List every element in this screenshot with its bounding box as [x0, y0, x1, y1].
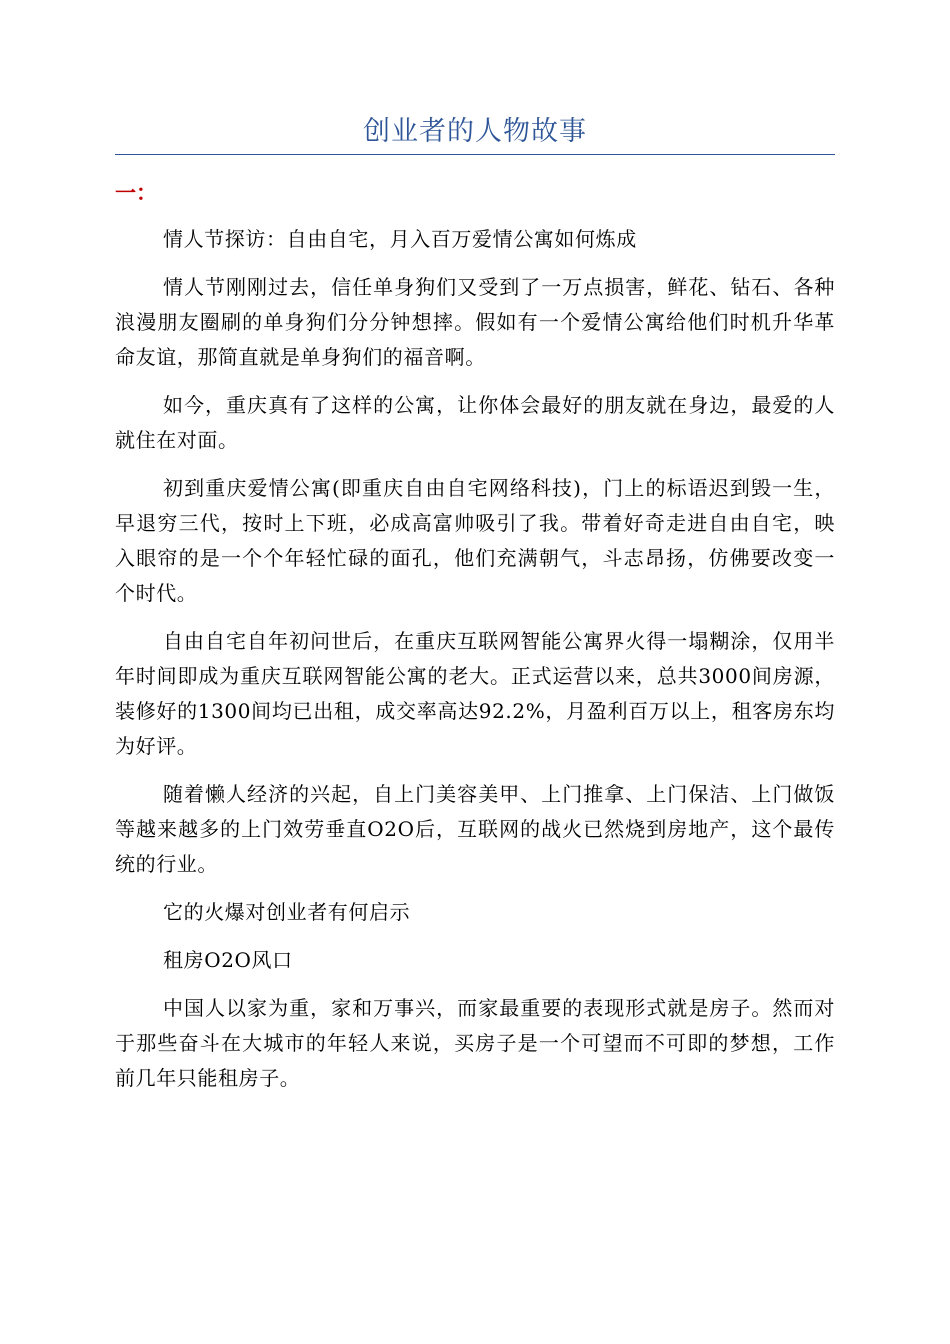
paragraph: 情人节探访：自由自宅，月入百万爱情公寓如何炼成	[163, 227, 637, 251]
paragraph: 初到重庆爱情公寓(即重庆自由自宅网络科技)，门上的标语迟到毁一生，早退穷三代，按时上下班，必成高富帅吸引了我。带着好奇走进自由自宅，映入眼帘的是一个个年轻忙碌的面孔，他们充满朝气，斗志昂扬，仿佛要改变一个时代。	[115, 476, 835, 605]
paragraph: 它的火爆对创业者有何启示	[163, 900, 411, 924]
paragraph: 租房O2O风口	[163, 948, 293, 972]
title-underline	[115, 154, 835, 155]
section-heading: 一：	[115, 180, 157, 205]
document-title: 创业者的人物故事	[363, 116, 587, 147]
body-text	[115, 222, 835, 1109]
paragraph: 自由自宅自年初问世后，在重庆互联网智能公寓界火得一塌糊涂，仅用半年时间即成为重庆互联网智能公寓的老大。正式运营以来，总共3000间房源，装修好的1300间均已出租，成交率高达92.2%，月盈利百万以上，租客房东均为好评。	[115, 629, 835, 758]
paragraph: 如今，重庆真有了这样的公寓，让你体会最好的朋友就在身边，最爱的人就住在对面。	[115, 393, 835, 452]
paragraph: 中国人以家为重，家和万事兴，而家最重要的表现形式就是房子。然而对于那些奋斗在大城市的年轻人来说，买房子是一个可望而不可即的梦想，工作前几年只能租房子。	[115, 996, 835, 1090]
paragraph: 情人节刚刚过去，信任单身狗们又受到了一万点损害，鲜花、钻石、各种浪漫朋友圈刷的单身狗们分分钟想摔。假如有一个爱情公寓给他们时机升华革命友谊，那简直就是单身狗们的福音啊。	[115, 275, 835, 369]
paragraph: 随着懒人经济的兴起，自上门美容美甲、上门推拿、上门保洁、上门做饭等越来越多的上门效劳垂直O2O后，互联网的战火已然烧到房地产，这个最传统的行业。	[115, 782, 835, 876]
